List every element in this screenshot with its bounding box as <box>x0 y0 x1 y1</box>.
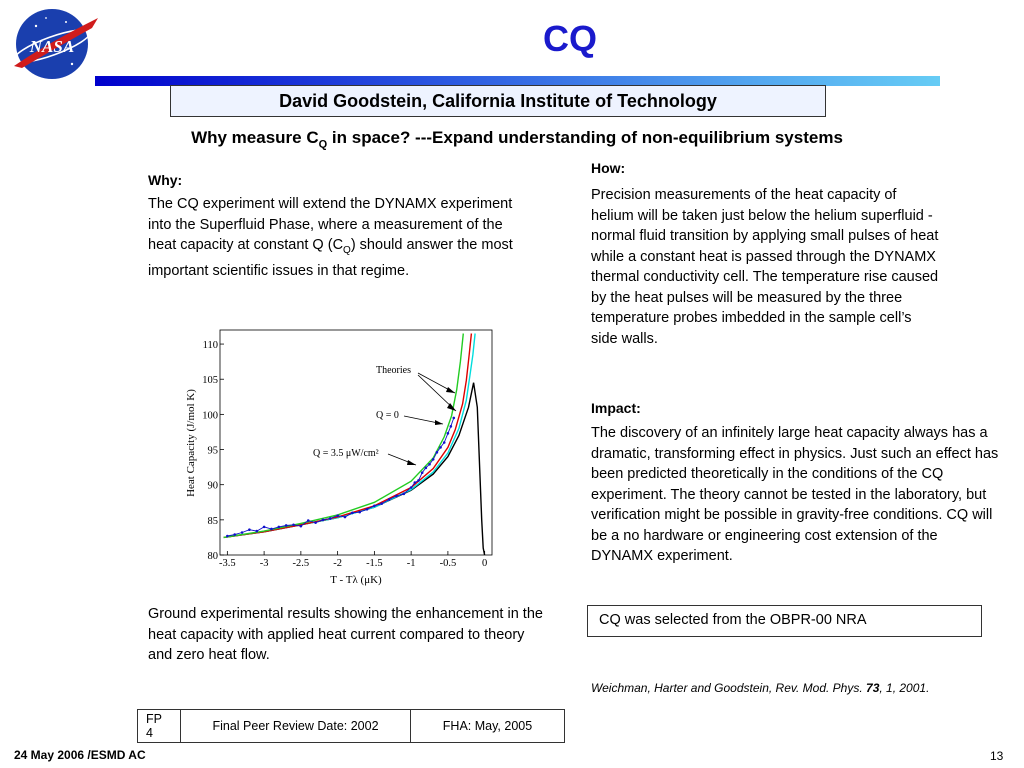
data-point <box>344 516 347 519</box>
x-tick-label: -2 <box>333 558 342 569</box>
x-tick-label: -3.5 <box>219 558 236 569</box>
fp-cell: FP 4 <box>138 710 181 742</box>
data-point <box>417 479 420 482</box>
annotation-q35: Q = 3.5 μW/cm² <box>313 448 379 459</box>
y-tick-label: 90 <box>207 480 218 492</box>
data-point <box>439 446 442 449</box>
impact-text: The discovery of an infinitely large heat capacity always has a dramatic, transforming effect in physics. Just such an effect has been predicted theoretically in the conditions of the CQ experiment. The theory cannot be tested in the laboratory, but verification might be possible in gravity-free conditions. CQ will be a no hardware or engineering cost extension of the DYNAMX experiment. <box>591 425 999 564</box>
data-point <box>358 511 361 514</box>
data-point <box>436 451 439 454</box>
data-point <box>270 528 273 531</box>
x-tick-label: -1 <box>406 558 416 569</box>
x-tick-label: 0 <box>482 558 488 569</box>
data-point <box>428 463 431 466</box>
data-point <box>263 526 266 529</box>
plot-frame <box>220 330 492 555</box>
ref-pre: Weichman, Harter and Goodstein, Rev. Mod. Phys. <box>591 681 867 695</box>
subtitle-pre: Why measure C <box>191 128 319 147</box>
x-tick-label: -0.5 <box>439 558 457 569</box>
x-axis-label: T - Tλ (μK) <box>330 574 382 586</box>
data-point <box>421 471 424 474</box>
data-point <box>380 502 383 505</box>
data-point <box>307 519 310 522</box>
data-point <box>450 425 453 428</box>
page-number: 13 <box>990 749 1004 763</box>
slide-subtitle <box>0 128 1024 150</box>
page-title: CQ <box>543 18 597 59</box>
data-point <box>425 467 428 470</box>
annotation-theories: Theories <box>376 365 411 376</box>
selection-note-box <box>587 605 982 637</box>
annotation-q0: Q = 0 <box>376 410 399 421</box>
fha-cell: FHA: May, 2005 <box>442 719 533 733</box>
chart-caption: Ground experimental results showing the enhancement in the heat capacity with applied heat current compared to theory and zero heat flow. <box>148 606 543 663</box>
data-point <box>447 432 450 435</box>
y-tick-label: 105 <box>202 375 218 387</box>
data-point <box>329 517 332 520</box>
data-point <box>432 458 435 461</box>
data-point <box>300 525 303 528</box>
how-heading: How: <box>591 160 626 176</box>
y-tick-label: 95 <box>207 445 218 457</box>
x-tick-label: -3 <box>259 558 269 569</box>
review-info-table <box>137 709 565 743</box>
data-point <box>322 519 325 522</box>
data-point <box>314 521 317 524</box>
x-tick-label: -1.5 <box>366 558 383 569</box>
y-tick-label: 85 <box>207 515 218 527</box>
nasa-logo-text: NASA <box>29 37 75 56</box>
data-point <box>402 493 405 496</box>
y-axis-label: Heat Capacity (J/mol K) <box>185 389 197 497</box>
author-text: David Goodstein, California Institute of Technology <box>279 90 717 111</box>
data-point <box>233 533 236 536</box>
data-point <box>395 495 398 498</box>
author-banner <box>170 85 826 117</box>
data-point <box>255 530 258 533</box>
data-point <box>373 504 376 507</box>
data-point <box>366 508 369 511</box>
data-point <box>248 528 251 531</box>
data-point <box>414 481 417 484</box>
heat-capacity-chart <box>180 325 500 590</box>
why-heading: Why: <box>148 172 183 188</box>
why-text <box>148 194 523 282</box>
subtitle-post: in space? ---Expand understanding of non-equilibrium systems <box>327 128 843 147</box>
x-tick-label: -2.5 <box>292 558 310 569</box>
impact-heading: Impact: <box>591 400 641 416</box>
data-point <box>226 535 229 538</box>
reference-citation <box>591 681 929 695</box>
ref-post: , 1, 2001. <box>879 681 930 695</box>
y-tick-label: 100 <box>202 410 218 422</box>
data-point <box>241 531 244 534</box>
data-point <box>410 486 413 489</box>
data-point <box>278 526 281 529</box>
review-date-cell: Final Peer Review Date: 2002 <box>181 710 411 742</box>
ref-volume: 73 <box>866 681 880 695</box>
why-text-post: ) should answer the most important scientific issues in that regime. <box>148 237 513 280</box>
footer-date: 24 May 2006 /ESMD AC <box>14 748 146 762</box>
how-text: Precision measurements of the heat capacity of helium will be taken just below the helium superfluid - normal fluid transition by applying small pulses of heat while a constant heat is passed through the DYNAMX thermal conductivity cell. The temperature rise caused by the heat pulses will be measured by the three temperature probes imbedded in the sample cell’s side walls. <box>591 187 939 347</box>
data-point <box>285 524 288 527</box>
y-tick-label: 80 <box>207 551 218 562</box>
y-tick-label: 110 <box>202 340 218 352</box>
why-text-sub: Q <box>343 244 351 256</box>
data-point <box>388 498 391 501</box>
selection-note-text: CQ was selected from the OBPR-00 NRA <box>599 612 867 628</box>
data-point <box>452 417 455 420</box>
data-point <box>443 441 446 444</box>
data-point <box>351 512 354 515</box>
data-point <box>336 514 339 517</box>
why-text-pre: The CQ experiment will extend the DYNAMX experiment into the Superfluid Phase, where a measurement of the heat capacity at constant Q (C <box>148 196 513 253</box>
data-point <box>292 523 295 526</box>
subtitle-sub: Q <box>318 138 328 151</box>
